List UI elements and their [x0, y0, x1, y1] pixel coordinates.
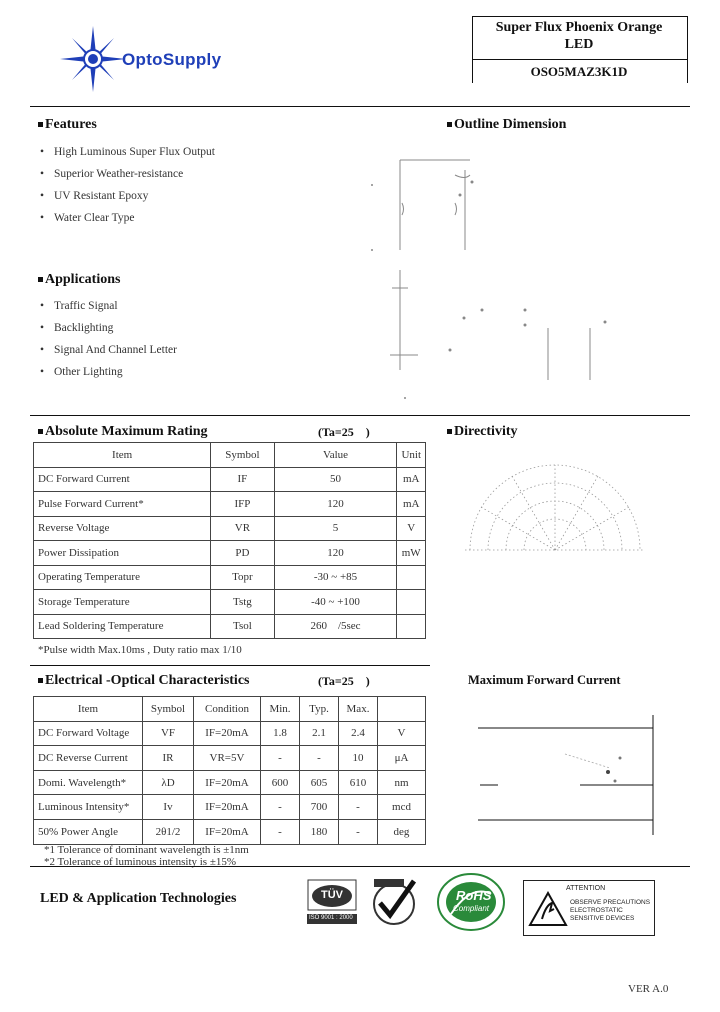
rohs-label: RoHS: [456, 888, 492, 903]
footer-rule: [30, 866, 690, 867]
optosupply-star-icon: [60, 26, 126, 92]
brand-logo: [60, 26, 275, 92]
list-item: • Traffic Signal: [40, 300, 118, 312]
list-item: • Other Lighting: [40, 366, 123, 378]
header-rule: [30, 106, 690, 107]
certification-check-icon: [370, 877, 422, 927]
mfc-graph: [470, 710, 670, 840]
table-row: Power Dissipation PD 120 mW: [34, 541, 426, 566]
table-header-row: Item Symbol Value Unit: [34, 443, 426, 468]
rohs-compliant-logo: [436, 872, 506, 932]
amr-condition: (Ta=25 ): [318, 425, 370, 439]
table-row: Lead Soldering Temperature Tsol 260 /5sec: [34, 614, 426, 639]
list-item: • Backlighting: [40, 322, 114, 334]
list-item: • UV Resistant Epoxy: [40, 190, 149, 202]
company-name: LED & Application Technologies: [40, 891, 237, 906]
product-title: Super Flux Phoenix Orange LED: [495, 20, 663, 52]
attention-title: ATTENTION: [566, 885, 606, 892]
list-item: • High Luminous Super Flux Output: [40, 146, 216, 158]
table-row: DC Forward Current IF 50 mA: [34, 467, 426, 492]
section-rule-2: [30, 665, 430, 666]
list-item: • Signal And Channel Letter: [40, 344, 177, 356]
part-number: OSO5MAZ3K1D: [530, 64, 628, 79]
eoc-notes: *1 Tolerance of dominant wavelength is ±1nm *2 Tolerance of luminous intensity is ±15%: [44, 844, 249, 868]
esd-warning-icon: [528, 891, 568, 927]
amr-heading: Absolute Maximum Rating: [38, 424, 208, 440]
list-item: • Superior Weather-resistance: [40, 168, 184, 180]
table-row: Storage Temperature Tstg -40 ~ +100: [34, 590, 426, 615]
table-header-row: Item Symbol Condition Min. Typ. Max.: [34, 697, 426, 722]
features-heading: Features: [38, 117, 97, 133]
attention-lines: OBSERVE PRECAUTIONS ELECTROSTATIC SENSITIVE DEVICES: [570, 899, 651, 922]
version-label: VER A.0: [628, 983, 669, 995]
table-row: Operating Temperature Topr -30 ~ +85: [34, 565, 426, 590]
amr-table: [33, 442, 426, 639]
applications-list: [40, 295, 177, 383]
list-item: • Water Clear Type: [40, 212, 135, 224]
table-row: Reverse Voltage VR 5 V: [34, 516, 426, 541]
section-rule-1: [30, 415, 690, 416]
table-row: Luminous Intensity* Iv IF=20mA - 700 - mcd: [34, 795, 426, 820]
table-row: DC Reverse Current IR VR=5V - - 10 μA: [34, 746, 426, 771]
outline-drawing: [360, 150, 640, 410]
esd-attention-label: [523, 880, 655, 936]
eoc-heading: Electrical -Optical Characteristics: [38, 673, 249, 689]
amr-note: *Pulse width Max.10ms , Duty ratio max 1/10: [38, 644, 242, 656]
mfc-heading: Maximum Forward Current: [468, 673, 621, 687]
features-list: [40, 141, 215, 229]
eoc-table: [33, 696, 426, 845]
tuv-label: TÜV: [321, 889, 343, 901]
eoc-condition: (Ta=25 ): [318, 674, 370, 688]
outline-heading: Outline Dimension: [447, 117, 566, 133]
table-row: Pulse Forward Current* IFP 120 mA: [34, 492, 426, 517]
brand-name: OptoSupply: [122, 50, 222, 69]
applications-heading: Applications: [38, 272, 120, 288]
table-row: DC Forward Voltage VF IF=20mA 1.8 2.1 2.4 V: [34, 721, 426, 746]
table-row: Domi. Wavelength* λD IF=20mA 600 605 610 nm: [34, 770, 426, 795]
tuv-cert-logo: [303, 876, 361, 928]
title-divider: [472, 59, 687, 60]
directivity-heading: Directivity: [447, 424, 518, 440]
tuv-iso-label: ISO 9001 : 2000: [309, 915, 353, 921]
table-row: 50% Power Angle 2θ1/2 IF=20mA - 180 - deg: [34, 819, 426, 844]
rohs-sub-label: Compliant: [453, 904, 490, 913]
directivity-diagram: [460, 460, 660, 560]
